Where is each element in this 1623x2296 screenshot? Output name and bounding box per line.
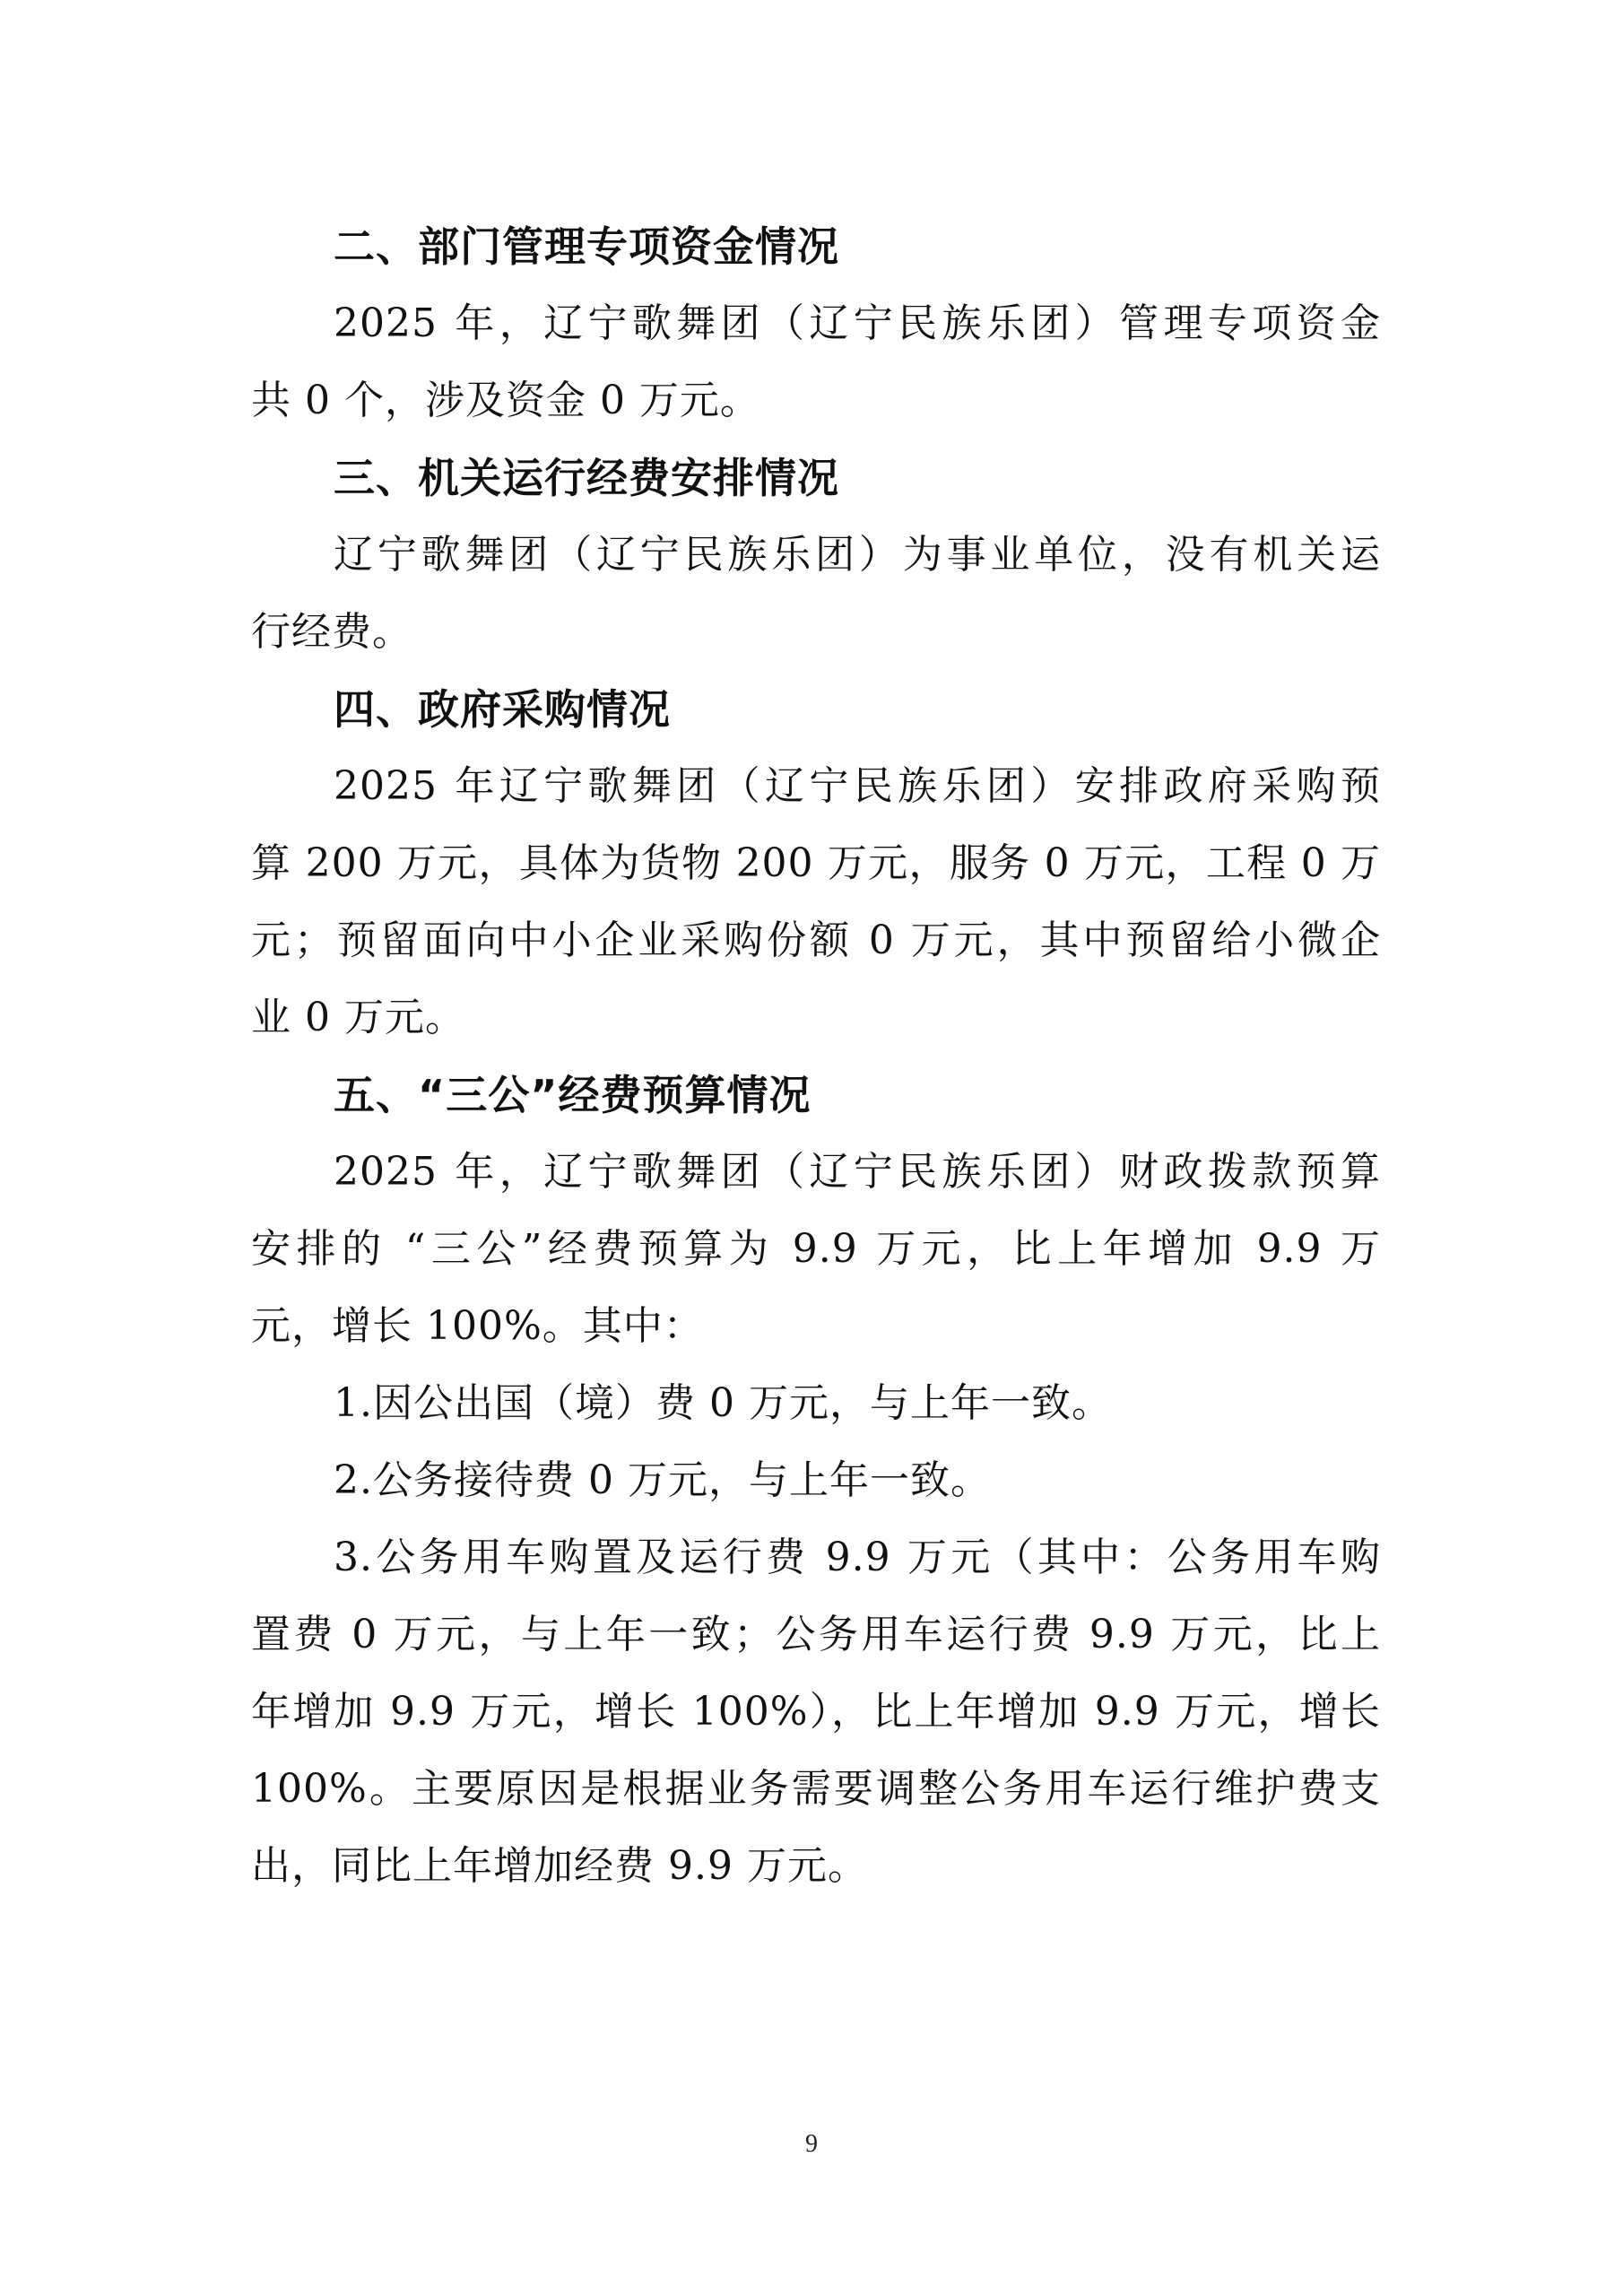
paragraph-line: 辽宁歌舞团（辽宁民族乐团）为事业单位，没有机关运 bbox=[334, 532, 1381, 578]
section-heading-4: 四、政府采购情况 bbox=[334, 685, 671, 734]
list-item: 3.公务用车购置及运行费 9.9 万元（其中：公务用车购 bbox=[334, 1535, 1381, 1580]
paragraph-line: 100%。主要原因是根据业务需要调整公务用车运行维护费支 bbox=[251, 1766, 1381, 1812]
list-item: 2.公务接待费 0 万元，与上年一致。 bbox=[334, 1457, 991, 1503]
paragraph-line: 算 200 万元，具体为货物 200 万元，服务 0 万元，工程 0 万 bbox=[251, 840, 1381, 886]
section-heading-5: 五、“三公”经费预算情况 bbox=[334, 1071, 812, 1119]
paragraph-line: 元；预留面向中小企业采购份额 0 万元，其中预留给小微企 bbox=[251, 918, 1381, 963]
paragraph-line: 出，同比上年增加经费 9.9 万元。 bbox=[251, 1843, 868, 1889]
document-body bbox=[251, 208, 1381, 1905]
page-number: 9 bbox=[805, 2130, 818, 2158]
section-heading-3: 三、机关运行经费安排情况 bbox=[334, 454, 839, 502]
paragraph-line: 共 0 个，涉及资金 0 万元。 bbox=[251, 378, 760, 423]
list-item: 1.因公出国（境）费 0 万元，与上年一致。 bbox=[334, 1380, 1112, 1426]
paragraph-line: 业 0 万元。 bbox=[251, 995, 465, 1040]
paragraph-line: 安排的 “三公”经费预算为 9.9 万元，比上年增加 9.9 万 bbox=[251, 1226, 1381, 1272]
section-heading-2: 二、部门管理专项资金情况 bbox=[334, 222, 839, 271]
paragraph-line: 2025 年辽宁歌舞团（辽宁民族乐团）安排政府采购预 bbox=[334, 763, 1381, 809]
paragraph-line: 置费 0 万元，与上年一致；公务用车运行费 9.9 万元，比上 bbox=[251, 1612, 1381, 1657]
paragraph-line: 年增加 9.9 万元，增长 100%），比上年增加 9.9 万元，增长 bbox=[251, 1689, 1381, 1735]
paragraph-line: 2025 年，辽宁歌舞团（辽宁民族乐团）管理专项资金 bbox=[334, 300, 1381, 346]
paragraph-line: 2025 年，辽宁歌舞团（辽宁民族乐团）财政拨款预算 bbox=[334, 1149, 1381, 1195]
paragraph-line: 元，增长 100%。其中： bbox=[251, 1303, 704, 1349]
paragraph-line: 行经费。 bbox=[251, 609, 412, 655]
